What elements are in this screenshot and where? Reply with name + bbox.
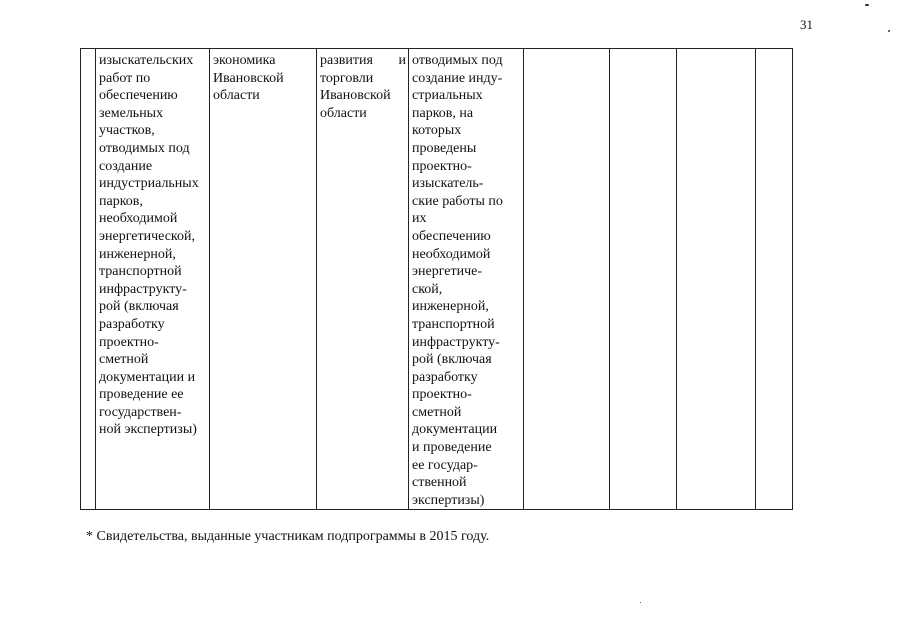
- cell-activity-description: [96, 49, 210, 510]
- activity-description-line: индустриальных: [99, 176, 199, 192]
- co-executor-first-line: [320, 52, 406, 70]
- indicator-line: транспортной: [412, 316, 495, 332]
- cell-empty-1: [524, 49, 610, 510]
- co-executor-word: развития: [320, 53, 373, 68]
- indicator-line: парков, на: [412, 105, 474, 121]
- activity-description-line: рой (включая: [99, 299, 179, 315]
- activity-description-line: инженерной,: [99, 246, 176, 262]
- activity-description-line: необходимой: [99, 211, 178, 227]
- table-row: [81, 49, 793, 510]
- cell-empty-3: [677, 49, 756, 510]
- page-number: 31: [800, 17, 813, 32]
- data-table: [80, 48, 793, 510]
- indicator-line: инженерной,: [412, 299, 489, 315]
- activity-description-line: проведение ее: [99, 387, 184, 403]
- responsible-body-line: области: [213, 88, 260, 104]
- activity-description-line: создание: [99, 158, 153, 174]
- activity-description-line: отводимых под: [99, 140, 190, 156]
- indicator-line: инфраструкту-: [412, 334, 500, 350]
- scan-speck-right: [888, 30, 890, 32]
- activity-description-line: транспортной: [99, 264, 182, 280]
- indicator-line: разработку: [412, 369, 478, 385]
- indicator-line: отводимых под: [412, 53, 503, 68]
- activity-description-line: государствен-: [99, 404, 182, 420]
- indicator-line: обеспечению: [412, 228, 491, 244]
- activity-description-line: документации и: [99, 369, 196, 385]
- indicator-line: ственной: [412, 475, 467, 491]
- cell-responsible-body: [210, 49, 317, 510]
- activity-description-line: энергетической,: [99, 228, 195, 244]
- indicator-line: стриальных: [412, 88, 483, 104]
- indicator-line: сметной: [412, 404, 462, 420]
- activity-description-line: ной экспертизы): [99, 422, 197, 438]
- responsible-body-line: экономика: [213, 53, 276, 68]
- indicator-line: проектно-: [412, 158, 472, 174]
- indicator-line: ские работы по: [412, 193, 503, 209]
- indicator-line: ее государ-: [412, 457, 478, 473]
- activity-description-line: обеспечению: [99, 88, 178, 104]
- indicator-line: создание инду-: [412, 70, 503, 86]
- indicator-line: проведены: [412, 140, 477, 156]
- indicator-line: рой (включая: [412, 352, 492, 368]
- co-executor-line: Ивановской: [320, 88, 391, 104]
- responsible-body-line: Ивановской: [213, 70, 284, 86]
- footnote: * Свидетельства, выданные участникам подпрограммы в 2015 году.: [86, 529, 490, 544]
- indicator-line: документации: [412, 422, 498, 438]
- activity-description-line: сметной: [99, 352, 149, 368]
- scan-speck-bottom: [640, 602, 641, 603]
- cell-empty-2: [610, 49, 677, 510]
- activity-description-line: инфраструкту-: [99, 281, 187, 297]
- activity-description-line: работ по: [99, 70, 151, 86]
- cell-empty-4: [756, 49, 793, 510]
- indicator-line: которых: [412, 123, 462, 139]
- indicator-line: изыскатель-: [412, 176, 484, 192]
- activity-description-line: проектно-: [99, 334, 159, 350]
- activity-description-line: парков,: [99, 193, 143, 209]
- activity-description-line: участков,: [99, 123, 155, 139]
- co-executor-line: торговли: [320, 70, 374, 86]
- indicator-line: необходимой: [412, 246, 491, 262]
- activity-description-line: изыскательских: [99, 53, 194, 68]
- indicator-line: энергетиче-: [412, 264, 483, 280]
- scan-speck-top-right: [865, 4, 869, 6]
- indicator-line: и проведение: [412, 440, 492, 456]
- indicator-line: их: [412, 211, 427, 227]
- indicator-line: проектно-: [412, 387, 472, 403]
- indicator-line: ской,: [412, 281, 443, 297]
- activity-description-line: земельных: [99, 105, 164, 121]
- cell-co-executor: [317, 49, 409, 510]
- activity-description-line: разработку: [99, 316, 165, 332]
- cell-indicator: [409, 49, 524, 510]
- cell-index: [81, 49, 96, 510]
- co-executor-line: области: [320, 105, 367, 121]
- co-executor-conjunction: и: [398, 53, 406, 68]
- indicator-line: экспертизы): [412, 492, 485, 508]
